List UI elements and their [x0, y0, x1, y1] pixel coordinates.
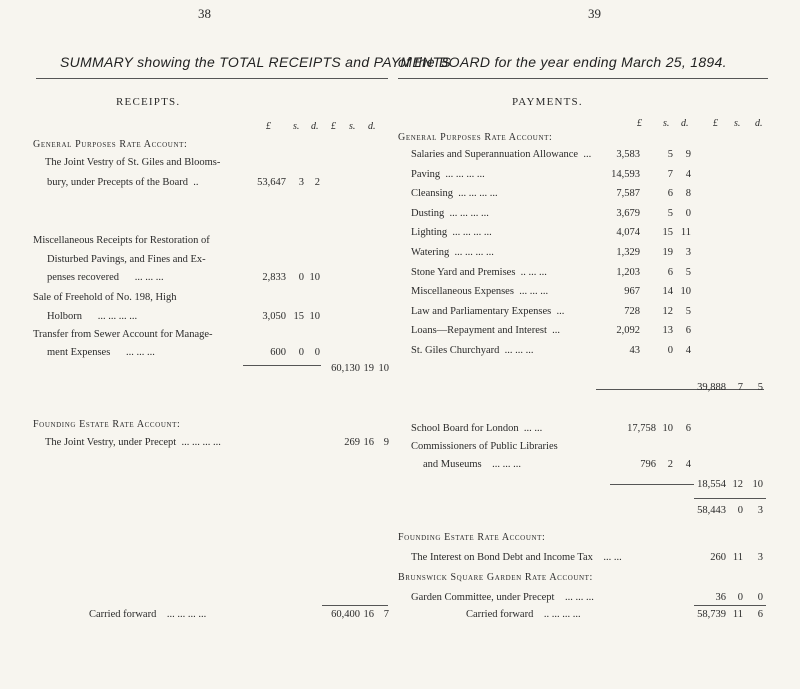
payment-pence: 0 [685, 208, 691, 219]
carried-shillings: 16 [363, 609, 374, 620]
payments-subtotal2-pounds: 18,554 [697, 479, 726, 490]
leader-dots: ... ... ... ... [97, 311, 138, 322]
receipt-label [45, 437, 221, 448]
payment-shillings: 0 [737, 592, 743, 603]
payment-label [411, 169, 485, 180]
carried-rule-right [694, 605, 766, 606]
receipt-label-text: The Joint Vestry, under Precept [45, 437, 177, 448]
receipt-line: Sale of Freehold of No. 198, High [33, 292, 177, 303]
col-header-shillings-total: s. [734, 118, 741, 129]
payment-pounds: 3,679 [616, 208, 640, 219]
payment-label-text: Miscellaneous Expenses [411, 286, 514, 297]
payment-label-text: Salaries and Superannuation Allowance [411, 149, 579, 160]
col-header-pounds-total: £ [331, 121, 336, 132]
payment-shillings: 6 [667, 188, 673, 199]
payment-label [411, 247, 494, 258]
leader-dots: ... [552, 325, 560, 336]
col-header-pence: d. [311, 121, 319, 132]
leader-dots: .. ... ... [520, 267, 547, 278]
payment-label-text: Lighting [411, 227, 448, 238]
carried-forward-label [466, 609, 581, 620]
carried-pence: 6 [757, 609, 763, 620]
receipt-line: The Joint Vestry of St. Giles and Blooms- [45, 157, 221, 168]
carried-forward-label [89, 609, 206, 620]
payment-pounds: 43 [629, 345, 640, 356]
payment-shillings: 14 [662, 286, 673, 297]
payment-label-text: Cleansing [411, 188, 453, 199]
payment-pence: 5 [685, 306, 691, 317]
payment-shillings: 10 [662, 423, 673, 434]
payment-pounds: 14,593 [611, 169, 640, 180]
leader-dots: ... ... ... ... [181, 437, 221, 448]
payment-pounds: 728 [624, 306, 640, 317]
payment-label-text: Dusting [411, 208, 445, 219]
sum-rule [243, 365, 321, 366]
leader-dots: ... ... ... [134, 272, 164, 283]
leader-dots: ... ... [523, 423, 543, 434]
leader-dots: ... ... ... [492, 459, 521, 470]
payments-heading: PAYMENTS. [512, 96, 583, 108]
payment-pounds: 36 [715, 592, 726, 603]
payment-pounds: 7,587 [616, 188, 640, 199]
payment-shillings: 2 [667, 459, 673, 470]
leader-dots: ... ... ... ... [445, 169, 485, 180]
leader-dots: ... [583, 149, 592, 160]
receipts-subtotal-pounds: 60,130 [331, 363, 360, 374]
receipt-pence: 0 [314, 347, 320, 358]
receipt-label [47, 347, 155, 358]
receipt-pounds: 2,833 [262, 272, 286, 283]
receipt-label-text: penses recovered [47, 272, 120, 283]
payment-label-text: Law and Parliamentary Expenses [411, 306, 552, 317]
receipt-label-text: ment Expenses [47, 347, 111, 358]
payment-shillings: 5 [667, 208, 673, 219]
payment-shillings: 12 [662, 306, 673, 317]
payment-pounds: 796 [640, 459, 656, 470]
leader-dots: ... [556, 306, 565, 317]
payment-label [411, 188, 498, 199]
receipts-subtotal-shillings: 19 [363, 363, 374, 374]
header-rule-right [398, 78, 768, 79]
payments-subtotal1-pence: 5 [757, 382, 763, 393]
payment-pence: 11 [680, 227, 691, 238]
payments-subtotal1-pounds: 39,888 [697, 382, 726, 393]
carried-forward-text: Carried forward [466, 609, 534, 620]
payments-subtotal2-pence: 10 [752, 479, 763, 490]
receipt-pence: 10 [309, 311, 320, 322]
payment-pence: 9 [685, 149, 691, 160]
receipt-shillings: 15 [293, 311, 304, 322]
receipt-pence: 9 [383, 437, 389, 448]
payment-label [411, 345, 534, 356]
title-left: SUMMARY showing the TOTAL RECEIPTS and PAYMENTS [60, 54, 451, 70]
receipt-shillings: 0 [298, 347, 304, 358]
receipts-founding-heading: Founding Estate Rate Account: [33, 419, 181, 430]
payment-label [411, 306, 564, 317]
receipt-pounds: 269 [344, 437, 360, 448]
receipt-pounds: 600 [270, 347, 286, 358]
payment-shillings: 7 [667, 169, 673, 180]
payment-pounds: 260 [710, 552, 726, 563]
leader-dots: .. ... ... ... [543, 609, 581, 620]
receipt-label [47, 311, 137, 322]
payment-label-text: Garden Committee, under Precept [411, 592, 555, 603]
payment-pence: 4 [685, 459, 691, 470]
payment-shillings: 5 [667, 149, 673, 160]
payments-subtotal2-shillings: 12 [732, 479, 743, 490]
receipt-pounds: 53,647 [257, 177, 286, 188]
leader-dots: ... ... ... [564, 592, 594, 603]
payment-pence: 6 [685, 325, 691, 336]
payment-pence: 6 [685, 423, 691, 434]
payment-shillings: 11 [732, 552, 743, 563]
payment-label-text: Paving [411, 169, 441, 180]
receipts-subtotal-pence: 10 [378, 363, 389, 374]
payment-label [411, 325, 560, 336]
leader-dots: ... ... ... ... [449, 208, 489, 219]
receipt-shillings: 0 [298, 272, 304, 283]
col-header-shillings: s. [663, 118, 670, 129]
col-header-pounds: £ [266, 121, 271, 132]
payment-label-text: School Board for London [411, 423, 519, 434]
col-header-pence-total: d. [368, 121, 376, 132]
payment-pounds: 4,074 [616, 227, 640, 238]
payment-label [411, 227, 492, 238]
payment-pence: 8 [685, 188, 691, 199]
receipt-line: Disturbed Pavings, and Fines and Ex- [47, 254, 206, 265]
payment-label-text: The Interest on Bond Debt and Income Tax [411, 552, 593, 563]
leader-dots: ... ... ... [504, 345, 534, 356]
payments-founding-heading: Founding Estate Rate Account: [398, 532, 546, 543]
payment-pence: 5 [685, 267, 691, 278]
payment-pence: 3 [685, 247, 691, 258]
payment-pounds: 967 [624, 286, 640, 297]
payments-total-pounds: 58,443 [697, 505, 726, 516]
payment-label [411, 552, 622, 563]
receipt-label-text: bury, under Precepts of the Board [47, 177, 189, 188]
payment-shillings: 13 [662, 325, 673, 336]
header-rule-left [36, 78, 388, 79]
payment-pounds: 1,203 [616, 267, 640, 278]
payment-pence: 4 [685, 345, 691, 356]
payment-label [411, 286, 548, 297]
payments-total-shillings: 0 [737, 505, 743, 516]
carried-forward-text: Carried forward [89, 609, 157, 620]
page-number-right: 39 [588, 6, 601, 21]
payment-pence: 0 [757, 592, 763, 603]
receipt-pence: 2 [314, 177, 320, 188]
leader-dots: ... ... ... ... [166, 609, 207, 620]
payment-pence: 4 [685, 169, 691, 180]
receipt-shillings: 3 [298, 177, 304, 188]
leader-dots: ... ... ... ... [458, 188, 498, 199]
leader-dots: ... ... ... [126, 347, 155, 358]
payment-pounds: 2,092 [616, 325, 640, 336]
carried-shillings: 11 [732, 609, 743, 620]
leader-dots: ... ... ... ... [452, 227, 492, 238]
carried-rule-left [322, 605, 388, 606]
payment-label [411, 208, 489, 219]
col-header-pence: d. [681, 118, 689, 129]
carried-pounds: 58,739 [697, 609, 726, 620]
payments-total-pence: 3 [757, 505, 763, 516]
payment-pence: 10 [680, 286, 691, 297]
carried-pence: 7 [383, 609, 389, 620]
payment-label-text: Stone Yard and Premises [411, 267, 516, 278]
payment-pounds: 17,758 [627, 423, 656, 434]
col-header-shillings-total: s. [349, 121, 356, 132]
receipt-shillings: 16 [363, 437, 374, 448]
receipt-line: Miscellaneous Receipts for Restoration of [33, 235, 210, 246]
payment-pence: 3 [757, 552, 763, 563]
carried-pounds: 60,400 [331, 609, 360, 620]
payment-shillings: 6 [667, 267, 673, 278]
receipt-pence: 10 [309, 272, 320, 283]
payments-subtotal1-shillings: 7 [737, 382, 743, 393]
receipts-heading: RECEIPTS. [116, 96, 181, 108]
leader-dots: ... ... [603, 552, 622, 563]
col-header-pounds-total: £ [713, 118, 718, 129]
receipt-label [47, 272, 164, 283]
payment-label-text: St. Giles Churchyard [411, 345, 500, 356]
receipt-line: Transfer from Sewer Account for Manage- [33, 329, 213, 340]
leader-dots: .. [193, 177, 199, 188]
payment-shillings: 19 [662, 247, 673, 258]
title-right: of the BOARD for the year ending March 25, 1894. [398, 54, 727, 70]
receipts-general-heading: General Purposes Rate Account: [33, 139, 188, 150]
payment-shillings: 15 [662, 227, 673, 238]
payment-label-text: Watering [411, 247, 450, 258]
col-header-shillings: s. [293, 121, 300, 132]
payment-label [411, 592, 594, 603]
payments-general-heading: General Purposes Rate Account: [398, 132, 553, 143]
leader-dots: ... ... ... ... [454, 247, 494, 258]
payments-brunswick-heading: Brunswick Square Garden Rate Account: [398, 572, 593, 583]
payment-pounds: 3,583 [616, 149, 640, 160]
payment-label [423, 459, 521, 470]
payment-shillings: 0 [667, 345, 673, 356]
col-header-pounds: £ [637, 118, 642, 129]
col-header-pence-total: d. [755, 118, 763, 129]
payment-line: Commissioners of Public Libraries [411, 441, 558, 452]
receipt-pounds: 3,050 [262, 311, 286, 322]
payment-label [411, 149, 591, 160]
payment-pounds: 1,329 [616, 247, 640, 258]
receipt-label-text: Holborn [47, 311, 82, 322]
payment-label [411, 267, 547, 278]
payment-label [411, 423, 542, 434]
sum-rule [694, 498, 766, 499]
leader-dots: ... ... ... [519, 286, 549, 297]
payment-label-text: and Museums [423, 459, 482, 470]
payment-label-text: Loans—Repayment and Interest [411, 325, 547, 336]
page-number-left: 38 [198, 6, 211, 21]
receipt-label [47, 177, 199, 188]
